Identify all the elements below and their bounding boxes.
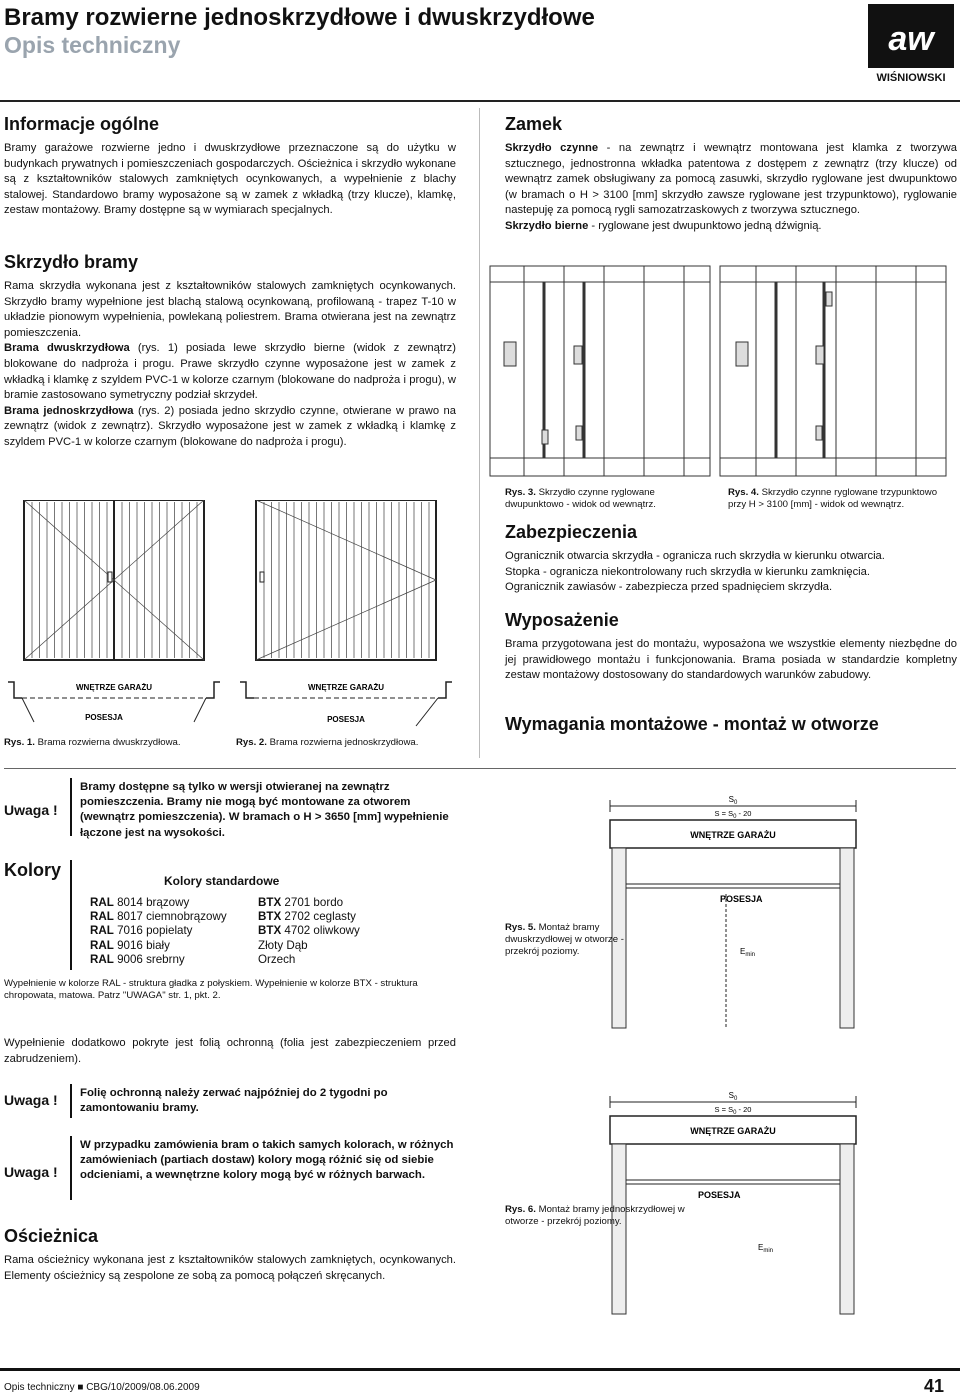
logo-text: aw	[888, 20, 934, 58]
section-osciez-heading: Ościeżnica	[4, 1226, 99, 1246]
rys2-posesja-label: POSESJA	[327, 715, 365, 724]
rys6-posesja: POSESJA	[698, 1190, 741, 1200]
uwaga2-text: Folię ochronną należy zerwać najpóźniej do 2 tygodni po zamontowaniu bramy.	[80, 1087, 388, 1115]
rys5-s: S = S	[714, 809, 734, 818]
page-subtitle: Opis techniczny	[4, 32, 181, 58]
kolory-note: Wypełnienie w kolorze RAL - struktura gładka z połyskiem. Wypełnienie w kolorze BTX - struktura chropowata, matowa. Patrz "UWAGA" str. 1, pkt. 2.	[4, 978, 418, 1001]
rys6-caption: Rys. 6. Montaż bramy jednoskrzydłowej w otworze - przekrój poziomy.	[505, 1204, 685, 1227]
section-divider	[4, 768, 956, 769]
uwaga2-bar	[70, 1084, 72, 1118]
rys6-s0: S	[728, 1091, 734, 1100]
rys1-caption: Rys. 1. Brama rozwierna dwuskrzydłowa.	[4, 737, 181, 748]
btx-list: BTX 2701 bordo BTX 2702 ceglasty BTX 4702 oliwkowy Złoty Dąb Orzech	[258, 896, 360, 966]
uwaga1-text: Bramy dostępne są tylko w wersji otwieranej na zewnątrz pomieszczenia. Bramy nie mogą być montowane za otworem (wewnątrz pomieszczenia). W bramach o H > 3650 [mm] wypełnienie łączone jest na wysokości.	[80, 781, 449, 839]
section-wymagania-heading: Wymagania montażowe - montaż w otworze	[505, 714, 879, 734]
section-wyposazenie-heading: Wyposażenie	[505, 610, 619, 630]
uwaga1-bar	[70, 778, 72, 836]
section-informacje-heading: Informacje ogólne	[4, 114, 160, 134]
rys5-inside: WNĘTRZE GARAŻU	[690, 830, 776, 840]
footer-divider	[0, 1368, 960, 1371]
section-zabezpieczenia-heading: Zabezpieczenia	[505, 522, 638, 542]
rys6-emin: E	[758, 1243, 764, 1252]
rys5-s0: S	[728, 795, 734, 804]
rys3-figure	[484, 262, 714, 489]
wyposazenie-text: Brama przygotowana jest do montażu, wyposażona we wszystkie elementy niezbędne do jej prawidłowego montażu i funkcjonowania. Brama posiada w standardzie kompletny zestaw montażowy dostosowany do standardowych warunków zabudowy.	[505, 638, 957, 682]
svg-text:S0: $S_0$	[728, 795, 738, 806]
rys5-emin: E	[740, 947, 746, 956]
rys5-figure	[590, 784, 890, 1039]
rys3-caption: Rys. 3. Skrzydło czynne ryglowane dwupunktowo - widok od wewnątrz.	[505, 487, 656, 510]
wisniowski-logo	[868, 4, 954, 86]
svg-text:S = S0 - 20: $S = S_0 - 20$	[714, 809, 752, 820]
svg-text:Emin: $E_{min}$	[740, 947, 756, 958]
rys1-inside-label: WNĘTRZE GARAŻU	[76, 683, 152, 692]
footer-text: Opis techniczny ■ CBG/10/2009/08.06.2009	[4, 1382, 200, 1393]
page-title: Bramy rozwierne jednoskrzydłowe i dwuskrzydłowe	[4, 4, 595, 31]
skrzydlo-text: Rama skrzydła wykonana jest z kształtowników stalowych zamkniętych ocynkowanych. Skrzydło bramy wypełnione jest blachą stalową ocynkowaną, profilowaną - trapez T-10 w układzie pionowym wypełnienia, powlekaną poliestrem. Brama otwierana jest na zewnątrz pomieszczenia. Brama dwuskrzydłowa (rys. 1) posiada lewe skrzydło bierne (widok z zewnątrz) blokowane do nadproża i progu. Prawe skrzydło czynne wyposażone jest w zamek z wkładką i klamkę z szyldem PVC-1 w kolorze czarnym (blokowane do nadproża i progu), w bramie zastosowano symetryczny podział skrzydeł. Brama jednoskrzydłowa (rys. 2) posiada jedno skrzydło czynne, otwierane w prawo na zewnątrz (widok z zewnątrz). Skrzydło wyposażone jest w zamek z wkładką i klamkę z szyldem PVC-1 w kolorze czarnym (blokowane do nadproża i progu).	[4, 280, 457, 448]
kolory-bar	[70, 860, 72, 970]
uwaga3-text: W przypadku zamówienia bram o takich samych kolorach, w różnych zamówieniach (partiach dostaw) kolory mogą różnić się od siebie odcieniami, a wewnętrzne kolory mogą być w różnych barwach.	[80, 1139, 454, 1182]
osciez-text: Rama ościeżnicy wykonana jest z kształtowników stalowych zamkniętych, ocynkowanych. Elementy ościeżnicy są zespolone ze sobą za pomocą połączeń skręcanych.	[4, 1254, 456, 1282]
section-zamek-heading: Zamek	[505, 114, 563, 134]
rys5-caption: Rys. 5. Montaż bramy dwuskrzydłowej w otworze - przekrój poziomy.	[505, 922, 624, 957]
page-number: 41	[924, 1376, 945, 1396]
rys1-figure	[4, 500, 224, 735]
kolory-folia: Wypełnienie dodatkowo pokryte jest folią ochronną (folia jest zabezpieczeniem przed zabrudzeniem).	[4, 1037, 456, 1065]
rys2-figure	[236, 500, 456, 735]
ral-list: RAL 8014 brązowy RAL 8017 ciemnobrązowy RAL 7016 popielaty RAL 9016 biały RAL 9006 srebrny	[90, 896, 227, 966]
kolory-sub: Kolory standardowe	[164, 874, 280, 888]
zabezpieczenia-text: Ogranicznik otwarcia skrzydła - ogranicza ruch skrzydła w kierunku otwarcia. Stopka - ogranicza niekontrolowany ruch skrzydła w kierunku zamknięcia. Ogranicznik zawiasów - zabezpiecza przed spadnięciem skrzydła.	[505, 550, 885, 594]
uwaga1-label: Uwaga !	[4, 802, 58, 818]
rys6-s: S = S	[714, 1105, 734, 1114]
rys4-figure	[716, 262, 952, 489]
zamek-text: Skrzydło czynne - na zewnątrz i wewnątrz montowana jest klamka z tworzywa sztucznego, jednostronna wkładka patentowa z dostępem z zewnątrz (trzy klucze) od wewnątrz zamek obsługiwany za pomocą zasuwki, skrzydło ryglowane jest dwupunktowo (w bramach o H > 3100 [mm] skrzydło zawsze ryglowane jest trzypunktowo), ryglowanie nastepuję za pomocą rygli samozatrzaskowych z tworzywa sztucznego. Skrzydło bierne - ryglowane jest dwupunktowo jedną dźwignią.	[505, 142, 957, 232]
rys2-caption: Rys. 2. Brama rozwierna jednoskrzydłowa.	[236, 737, 419, 748]
rys2-inside-label: WNĘTRZE GARAŻU	[308, 683, 384, 692]
informacje-text: Bramy garażowe rozwierne jedno i dwuskrzydłowe przeznaczone są do użytku w budynkach prywatnych i pomieszczeniach gospodarczych. Ościeżnica i skrzydło wykonane są z kształtowników stalowych zamkniętych ocynkowanych, a wypełnienie z blachy stalowej. Standardowo bramy wyposażone są w zamek z wkładką (trzy klucze), klamkę, zestaw montażowy. Bramy dostępne są w wymiarach specjalnych.	[4, 142, 456, 217]
column-divider	[479, 108, 480, 758]
header-divider	[0, 100, 960, 102]
uwaga3-bar	[70, 1136, 72, 1200]
rys5-posesja: POSESJA	[720, 894, 763, 904]
section-skrzydlo-heading: Skrzydło bramy	[4, 252, 139, 272]
section-kolory-heading: Kolory	[4, 860, 62, 880]
svg-text:Emin: $E_{min}$	[758, 1243, 774, 1254]
svg-text:S0: $S_0$	[728, 1091, 738, 1102]
svg-text:S = S0 - 20: $S = S_0 - 20$	[714, 1105, 752, 1116]
rys4-caption: Rys. 4. Skrzydło czynne ryglowane trzypunktowo przy H > 3100 [mm] - widok od wewnątrz.	[728, 487, 938, 510]
logo-brand: WIŚNIOWSKI	[876, 72, 946, 84]
uwaga3-label: Uwaga !	[4, 1164, 58, 1180]
rys1-posesja-label: POSESJA	[85, 713, 123, 722]
uwaga2-label: Uwaga !	[4, 1092, 58, 1108]
rys6-inside: WNĘTRZE GARAŻU	[690, 1126, 776, 1136]
square-icon: ■	[77, 1382, 84, 1393]
